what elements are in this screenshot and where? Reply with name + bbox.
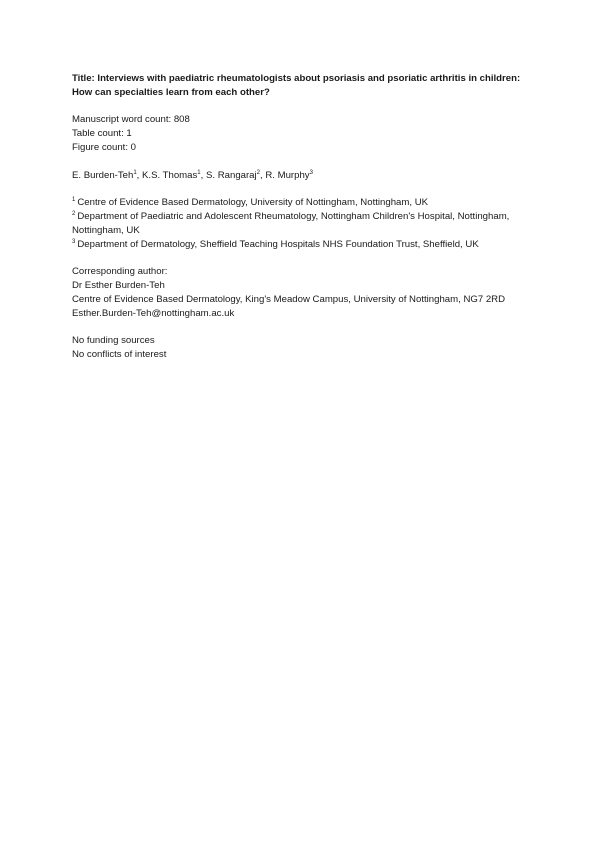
author-separator: , (260, 169, 266, 181)
table-count: Table count: 1 (72, 128, 132, 140)
author-name: E. Burden-Teh (72, 169, 134, 181)
affiliation-marker: 2 (72, 210, 76, 217)
funding-statement: No funding sources (72, 335, 155, 347)
author (72, 170, 142, 181)
author-affiliation-marker: 1 (197, 169, 201, 176)
author (265, 170, 313, 181)
paper-title: Title: Interviews with paediatric rheumatologists about psoriasis and psoriatic arthritis in children: How can specialties learn from each other? (72, 73, 521, 98)
affiliation (72, 210, 532, 238)
affiliation-text: Centre of Evidence Based Dermatology, University of Nottingham, Nottingham, UK (77, 197, 429, 209)
affiliation (72, 196, 532, 210)
author-name: S. Rangaraj (205, 169, 257, 181)
figure-count: Figure count: 0 (72, 141, 136, 153)
corresponding-address: Centre of Evidence Based Dermatology, King's Meadow Campus, University of Nottingham, NG7 2RD (72, 293, 506, 305)
affiliation (72, 238, 532, 252)
author-affiliation-marker: 1 (133, 169, 137, 176)
author-name: K.S. Thomas (142, 169, 198, 181)
corresponding-email[interactable]: Esther.Burden-Teh@nottingham.ac.uk (72, 307, 235, 319)
affiliation-text: Department of Dermatology, Sheffield Teaching Hospitals NHS Foundation Trust, Sheffield, UK (77, 238, 479, 250)
author-list (72, 169, 532, 183)
manuscript-counts (72, 113, 532, 154)
affiliation-list (72, 196, 532, 251)
author-separator: , (200, 169, 206, 181)
corresponding-name: Dr Esther Burden-Teh (72, 279, 165, 291)
author (206, 170, 265, 181)
author-affiliation-marker: 3 (309, 169, 313, 176)
declarations (72, 334, 532, 362)
corresponding-heading: Corresponding author: (72, 266, 168, 278)
affiliation-text: Department of Paediatric and Adolescent Rheumatology, Nottingham Children's Hospital, Nottingham, Nottingham, UK (72, 210, 510, 236)
affiliation-marker: 3 (72, 238, 76, 245)
corresponding-author (72, 265, 532, 320)
author-separator: , (136, 169, 143, 181)
author-affiliation-marker: 2 (256, 169, 260, 176)
author-name: R. Murphy (265, 169, 310, 181)
conflicts-statement: No conflicts of interest (72, 348, 167, 360)
title-page (72, 72, 532, 376)
affiliation-marker: 1 (72, 197, 76, 204)
word-count: Manuscript word count: 808 (72, 114, 190, 126)
author (142, 170, 206, 181)
